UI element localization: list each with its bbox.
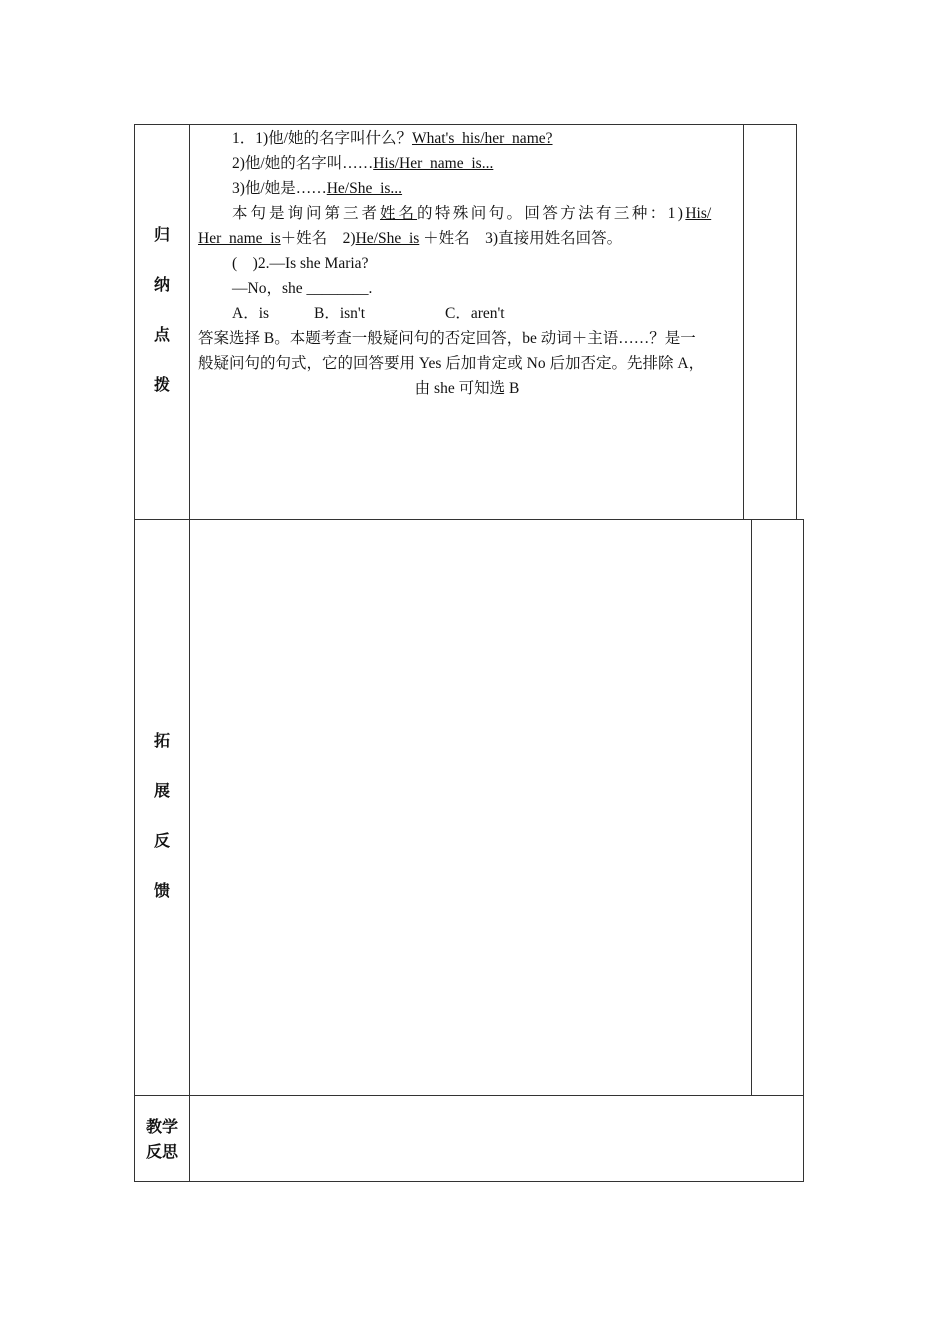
question-3-text: 3)他/她是……: [232, 180, 327, 197]
reflection-label-line: 反思: [145, 1142, 178, 1161]
note-text: 的特殊问句。回答方法有三种：1): [417, 205, 686, 222]
question-1-text: 1．1)他/她的名字叫什么？: [232, 130, 412, 147]
row-divider-2: [134, 1095, 804, 1096]
question-2-answer: His/Her name is...: [373, 155, 494, 172]
row-divider-1: [134, 519, 804, 520]
extension-section-label: [135, 716, 189, 916]
row2-inner-divider: [751, 519, 752, 1096]
note-answer: Her name is: [198, 230, 281, 247]
question-1-answer: What's his/her name?: [411, 130, 553, 147]
note-answer: His/: [685, 205, 712, 222]
option-c: C．aren't: [445, 305, 505, 322]
option-a: A．is: [232, 305, 270, 322]
extension-label-char: 馈: [153, 881, 170, 900]
reflection-label-line: 教学: [145, 1117, 178, 1136]
summary-label-char: 拨: [153, 375, 170, 394]
exercise-reply: —No，she ________.: [232, 280, 373, 297]
question-3-answer: He/She is...: [326, 180, 403, 197]
note-text: 本句是询问第三者: [232, 205, 381, 222]
summary-content: [198, 126, 736, 401]
extension-label-char: 反: [153, 831, 170, 850]
row1-inner-divider: [743, 124, 744, 520]
table-bottom-border: [134, 1181, 804, 1182]
explanation-line-1: 答案选择 B。本题考查一般疑问句的否定回答，be 动词＋主语……？是一: [198, 330, 696, 347]
exercise-options: [198, 301, 736, 326]
note-text: ＋姓名 2): [280, 230, 356, 247]
summary-section-label: [135, 210, 189, 410]
reflection-section-label: [135, 1114, 189, 1164]
exercise-stem: ( )2.—Is she Maria?: [232, 255, 369, 272]
summary-label-char: 纳: [153, 275, 170, 294]
table-top-border: [134, 124, 797, 125]
row2-right-border: [803, 519, 804, 1182]
note-text: ＋姓名 3)直接用姓名回答。: [419, 230, 623, 247]
extension-label-char: 拓: [153, 731, 170, 750]
note-line-2: [198, 226, 736, 251]
question-3-line: [198, 176, 736, 201]
note-keyword: 姓名: [380, 205, 418, 222]
option-b: B．isn't: [314, 305, 366, 322]
note-line-1: [198, 201, 736, 226]
summary-label-char: 归: [153, 225, 170, 244]
question-2-line: [198, 151, 736, 176]
question-2-text: 2)他/她的名字叫……: [232, 155, 374, 172]
summary-label-char: 点: [153, 325, 170, 344]
row1-right-border: [796, 124, 797, 520]
label-column-divider: [189, 124, 190, 1182]
note-answer: He/She is: [355, 230, 420, 247]
extension-label-char: 展: [153, 781, 170, 800]
explanation-line-3: 由 she 可知选 B: [414, 380, 520, 397]
question-1-line: [198, 126, 736, 151]
explanation-line-2: 般疑问句的句式，它的回答要用 Yes 后加肯定或 No 后加否定。先排除 A，: [198, 355, 705, 372]
